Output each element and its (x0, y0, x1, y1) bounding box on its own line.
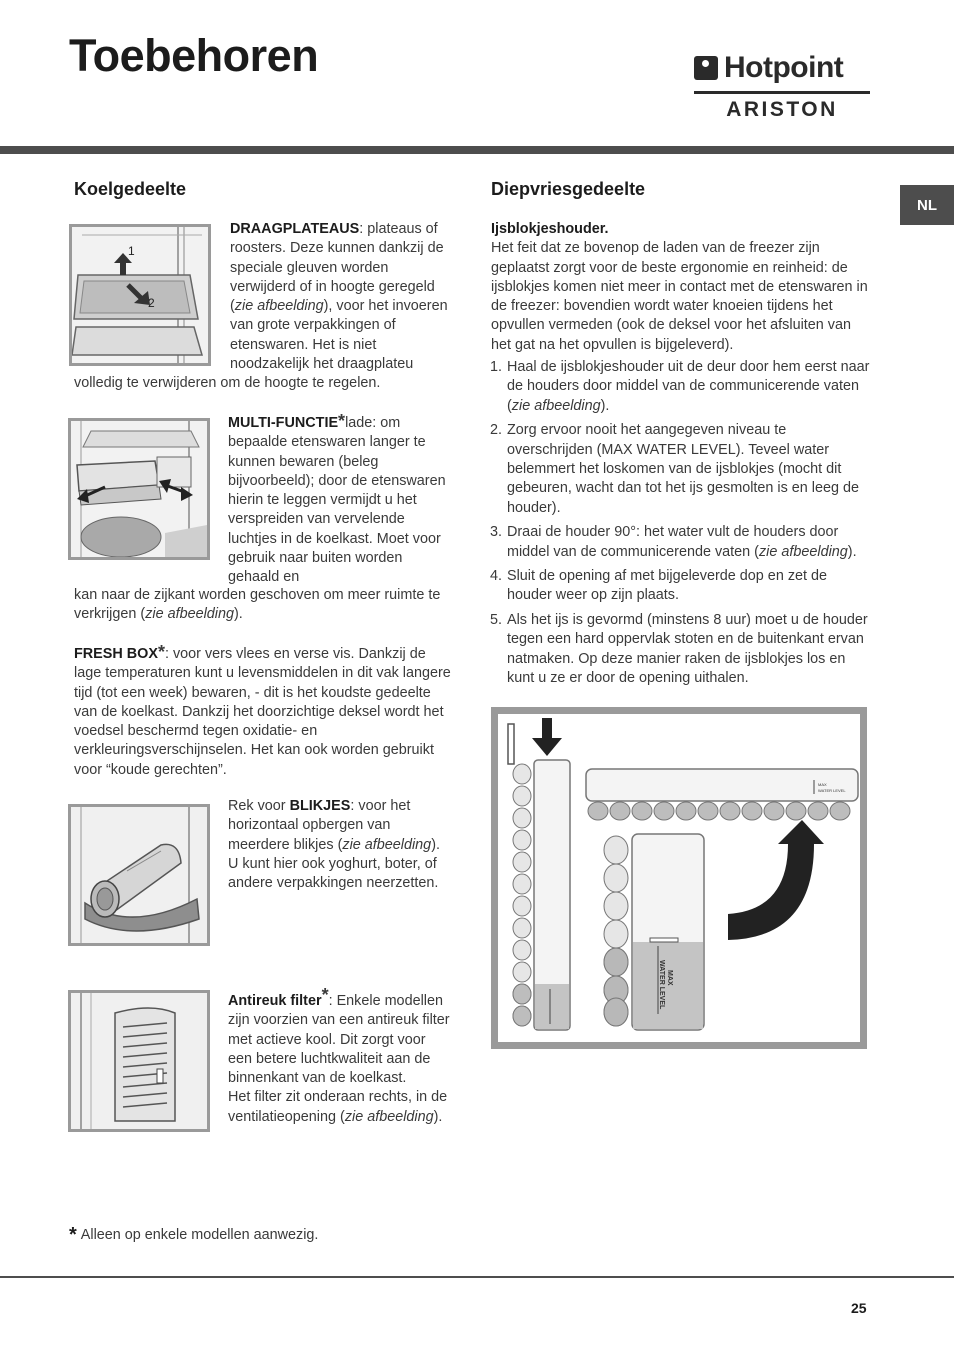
shelf-drawing (72, 227, 208, 363)
shelf-figure-number-1: 1 (128, 244, 135, 258)
ijsblokjeshouder-heading: Ijsblokjeshouder. (491, 221, 609, 237)
drawer-drawing (71, 421, 207, 557)
step-item: 3. Draai de houder 90°: het water vult de houders door middel van de communicerende vaten (zie afbeelding). (490, 524, 857, 560)
section-heading-diepvriesgedeelte: Diepvriesgedeelte (491, 179, 646, 199)
blikjes-label: BLIKJES (289, 798, 351, 814)
antireuk-label: Antireuk filter (228, 993, 322, 1009)
brand-mark-icon (694, 56, 718, 80)
draagplateaus-label: DRAAGPLATEAUS (230, 221, 360, 237)
water-level-label: WATER LEVEL (658, 960, 665, 1010)
can-rack-drawing (71, 807, 207, 943)
blikjes-text: Rek voor BLIKJES: voor het horizontaal opbergen van meerdere blikjes (zie afbeelding). U kunt hier ook yoghurt, boter, of andere verpakkingen neerzetten. (228, 798, 440, 892)
ice-tray-drawing (498, 714, 860, 1042)
water-level-label-small: WATER LEVEL (818, 788, 846, 793)
brand-sub: ARISTON (726, 98, 838, 121)
footnote: * Alleen op enkele modellen aanwezig. (69, 1224, 319, 1246)
filter-drawing (71, 993, 207, 1129)
draagplateaus-tail: volledig te verwijderen om de hoogte te regelen. (74, 375, 381, 391)
multifunctie-illustration (68, 418, 210, 560)
ice-tray-illustration (491, 707, 867, 1049)
page-number: 25 (851, 1300, 867, 1316)
ijsblokjeshouder-intro: Ijsblokjeshouder. Het feit dat ze bovenop de laden van de freezer zijn geplaatst zorgt voor de beste ergonomie en reinheid: de ijsblokjes komen niet meer in contact met de etenswaren in de freezer: bovendien wordt water knoeien tijdens het opvullen vermeden (ook de deksel voor het afsluiten van het gat na het opvullen is bijgeleverd). (491, 221, 868, 353)
header-rule (0, 146, 954, 154)
freshbox-text: FRESH BOX*: voor vers vlees en verse vis. Dankzij de lage temperaturen kunt u levensmiddelen in dit vak langere tijd (tot een week) bewaren, - dit is het koudste gedeelte van de koelkast. Dankzij het doorzichtige deksel wordt het voedsel beschermd tegen oxidatie- en verkleuringsverschijnselen. Het kan ook worden gebruikt voor “koude gerechten”. (74, 642, 451, 778)
shelf-figure-number-2: 2 (148, 296, 155, 310)
section-heading-koelgedeelte: Koelgedeelte (74, 179, 187, 199)
max-label-small: MAX (818, 782, 827, 787)
shelf-illustration (69, 224, 211, 366)
freshbox-label: FRESH BOX (74, 646, 158, 662)
ijsblokjes-steps (490, 358, 870, 694)
step-item: 4. Sluit de opening af met bijgeleverde dop en zet de houder weer op zijn plaats. (490, 568, 828, 604)
multifunctie-text: MULTI-FUNCTIE*lade: om bepaalde etenswaren langer te kunnen bewaren (beleg bijvoorbeeld); door de etenswaren hierin te leggen vermijdt u het verspreiden van vervelende luchtjes in de koelkast. Moet voor gebruik naar buiten worden gehaald en (228, 411, 446, 586)
page-title: Toebehoren (69, 30, 319, 81)
language-tab: NL (900, 185, 954, 225)
blikjes-illustration (68, 804, 210, 946)
logo-divider (694, 91, 870, 94)
footer-rule (0, 1276, 954, 1278)
step-item: 2. Zorg ervoor nooit het aangegeven niveau te overschrijden (MAX WATER LEVEL). Teveel water belemmert het loskomen van de ijsblokjes (mocht dit gebeuren, wacht dan tot het ijs gesmolten is en leeg de houder). (490, 422, 860, 516)
multifunctie-label: MULTI-FUNCTIE (228, 415, 339, 431)
antireuk-text: Antireuk filter*: Enkele modellen zijn voorzien van een antireuk filter met actieve kool. Dit zorgt voor een betere luchtkwaliteit aan de binnenkant van de koelkast. Het filter zit onderaan rechts, in de ventilatieopening (zie afbeelding). (228, 985, 450, 1125)
max-label: MAX (666, 970, 673, 986)
antireuk-filter-illustration (68, 990, 210, 1132)
brand-name: Hotpoint (724, 51, 844, 84)
multifunctie-tail: kan naar de zijkant worden geschoven om meer ruimte te verkrijgen (zie afbeelding). (74, 587, 441, 623)
step-item: 5. Als het ijs is gevormd (minstens 8 uur) moet u de houder tegen een hard oppervlak stoten en de buitenkant ervan natmaken. Op deze manier raken de ijsblokjes los en kunt u ze er door de opening uithalen. (490, 611, 868, 687)
step-item: 1. Haal de ijsblokjeshouder uit de deur door hem eerst naar de houders door middel van de communicerende vaten (zie afbeelding). (490, 359, 870, 414)
hotpoint-ariston-logo (694, 50, 870, 126)
draagplateaus-text: DRAAGPLATEAUS: plateaus of roosters. Deze kunnen dankzij de speciale gleuven worden verwijderd of in hoogte geregeld (zie afbeelding), voor het invoeren van grote verpakkingen of etenswaren. Het is niet noodzakelijk het draagplateu (230, 221, 448, 373)
